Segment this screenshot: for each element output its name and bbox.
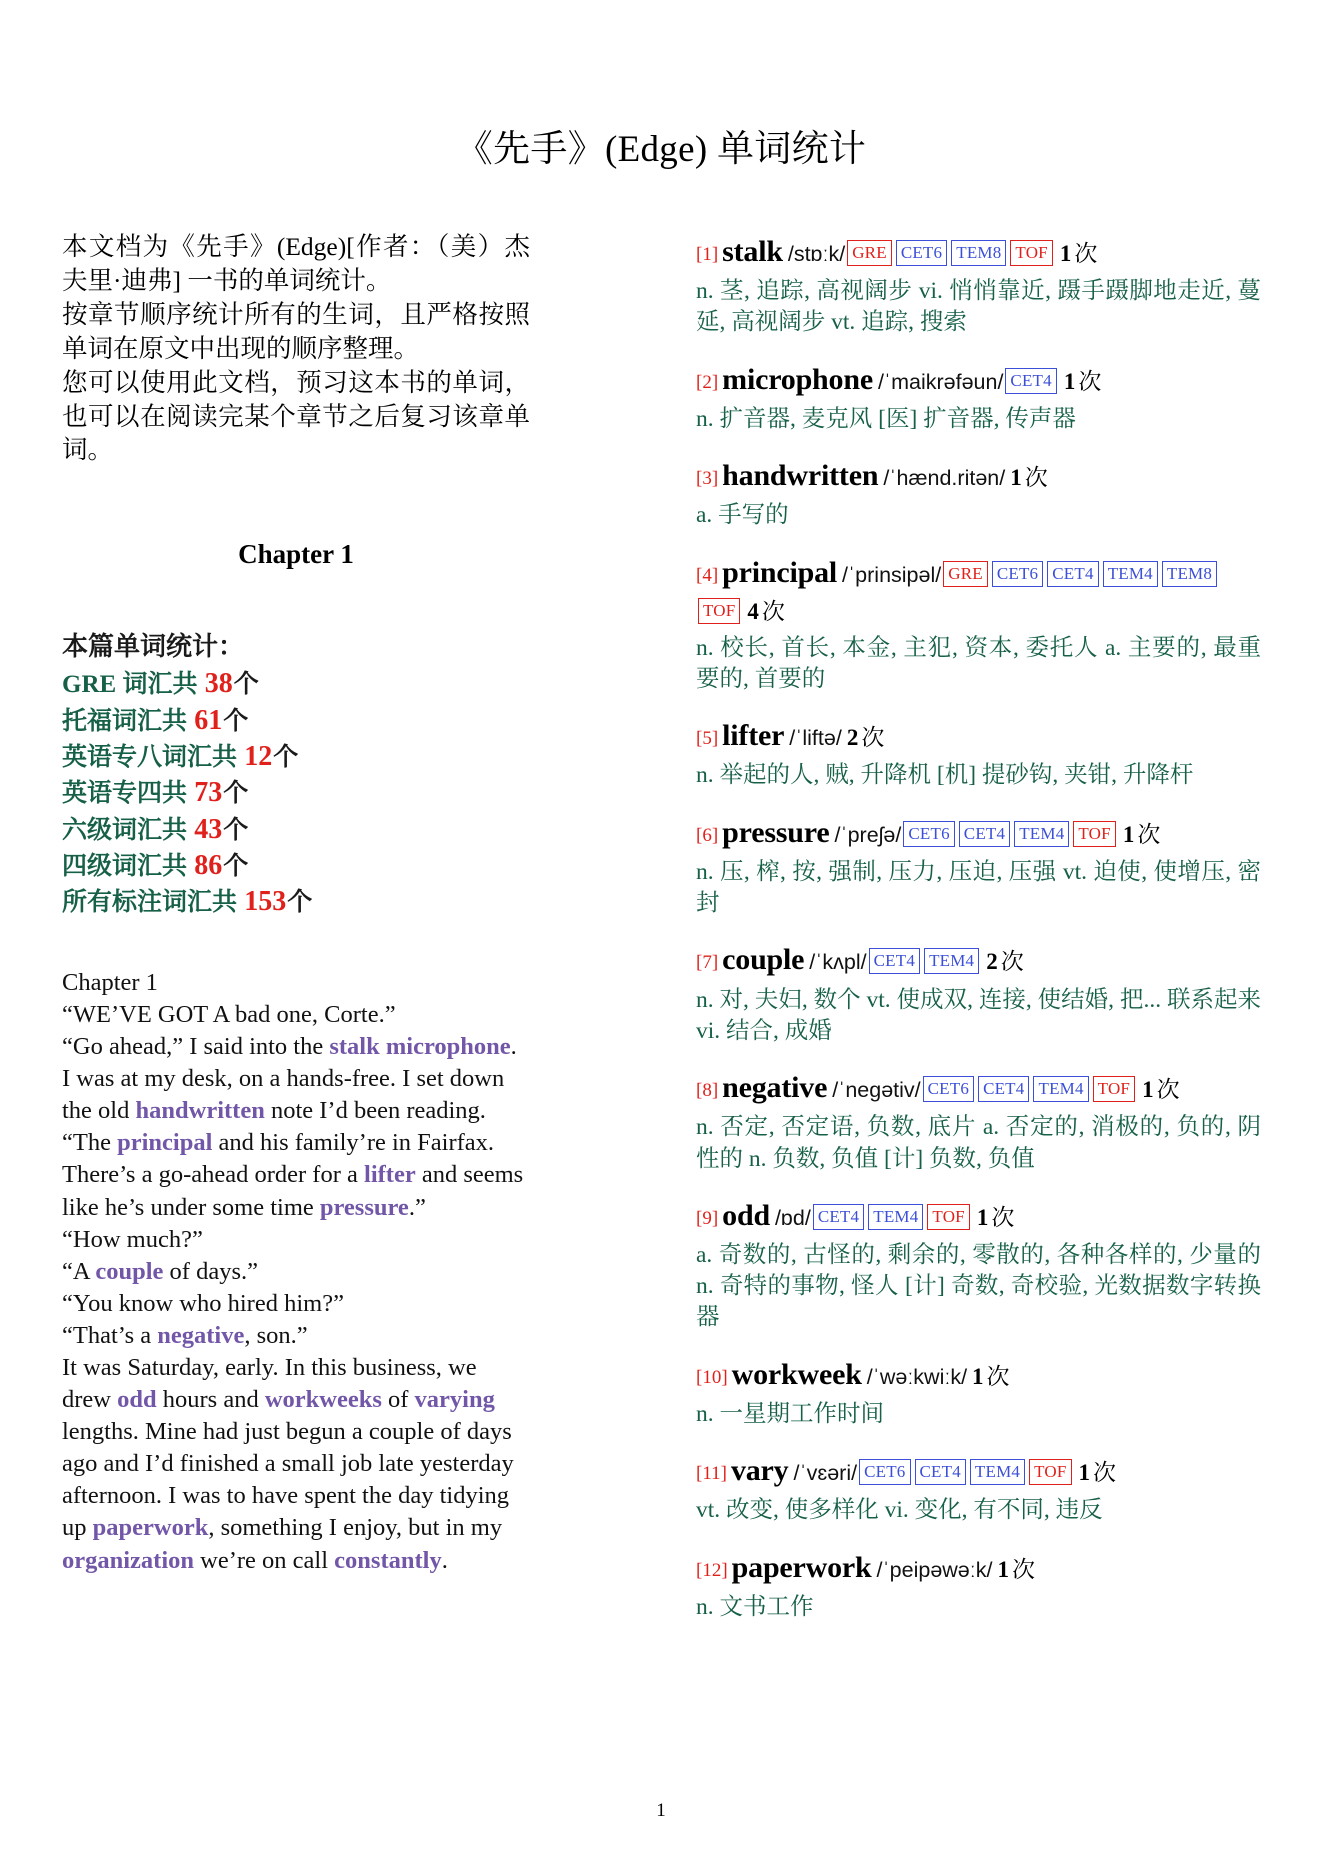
entry-header [696,811,1261,854]
highlighted-word: stalk microphone [329,1033,511,1061]
entry-count-unit: 次 [1156,1077,1180,1103]
stat-unit: 个 [287,889,313,917]
intro-block [62,230,530,467]
highlighted-word: organization [62,1546,195,1574]
entry-word: principal [722,555,838,589]
highlighted-word: odd [117,1386,157,1414]
intro-line-1: 本文档为《先手》(Edge)[作者：（美）杰夫里·迪弗] 一书的单词统计。 [62,232,530,295]
entry-count: 1 [972,1363,984,1389]
passage-line [62,967,530,999]
entry-definition: n. 压, 榨, 按, 强制, 压力, 压迫, 压强 vt. 迫使, 使增压, 密封 [696,858,1261,917]
entry-phonetic: /ˈvɛəri/ [793,1461,858,1486]
passage-plain: It was Saturday, early. In this business, we [62,1354,477,1381]
stat-label: 英语专八词汇共 [62,743,244,771]
entry-phonetic: /stɒːk/ [787,242,846,266]
stat-label: 托福词汇共 [62,707,194,735]
exam-tag-cet4: CET4 [1047,561,1098,587]
passage-plain: Chapter 1 [62,968,158,996]
stat-line [62,848,530,884]
passage-line [62,1320,530,1352]
exam-tag-tof: TOF [1073,821,1115,847]
entry-count-unit: 次 [1078,368,1102,394]
passage-plain: . [510,1033,517,1061]
entry-header [696,1353,1261,1396]
entry-count: 1 [997,1556,1009,1582]
stat-line [62,703,530,739]
passage-plain: and seems [415,1161,524,1189]
entry-index: [3] [696,468,719,490]
passage-line [62,1127,530,1159]
stat-unit: 个 [223,707,249,735]
exam-tag-tof: TOF [1093,1076,1135,1102]
entry-word: microphone [722,362,873,396]
entry-phonetic: /ˈmaikrəfəun/ [877,369,1004,394]
exam-tag-tem4: TEM4 [1014,821,1069,847]
stat-line [62,884,530,920]
entry-phonetic: /ˈhænd.ritən/ [883,466,1006,491]
passage-plain: “How much?” [62,1225,203,1253]
chapter-heading: Chapter 1 [238,539,354,570]
exam-tag-tem8: TEM8 [1162,561,1217,587]
entry-header [696,358,1261,401]
page-number: 1 [656,1800,666,1821]
entry-index: [7] [696,952,719,974]
entry-header [696,454,1261,497]
entry-header [696,551,1261,630]
passage-plain: the old [62,1097,136,1125]
stat-line [62,739,530,775]
passage-plain: .” [408,1193,426,1221]
passage-plain: and his family’re in Fairfax. [212,1129,495,1157]
exam-tag-cet4: CET4 [869,948,920,974]
stat-unit: 个 [223,816,249,844]
entry-header [696,714,1261,757]
stat-line [62,775,530,811]
entry-definition: n. 扩音器, 麦克风 [医] 扩音器, 传声器 [696,405,1076,432]
passage-plain: like he’s under some time [62,1193,320,1221]
passage-plain: . [441,1546,448,1574]
entry-word: couple [722,943,805,977]
entry-index: [6] [696,824,719,846]
entry-count: 1 [976,1204,989,1230]
word-entry [696,1449,1261,1526]
entry-phonetic: /ˈpreʃə/ [834,822,902,847]
highlighted-word: pressure [319,1193,409,1221]
stat-value: 38 [204,668,233,700]
passage-plain: “You know who hired him?” [62,1289,344,1317]
word-entry [696,1546,1261,1623]
entry-definition: n. 否定, 否定语, 负数, 底片 a. 否定的, 消极的, 负的, 阴性的 n. 负数, 负值 [计] 负数, 负值 [696,1114,1261,1172]
entry-word: vary [730,1454,789,1488]
exam-tag-tof: TOF [927,1204,969,1230]
entry-header [696,1449,1261,1492]
exam-tag-tem4: TEM4 [1033,1076,1088,1102]
highlighted-word: varying [414,1386,495,1414]
passage-line [62,1352,530,1384]
stat-label: 六级词汇共 [62,816,194,844]
passage-plain: drew [62,1386,118,1414]
entry-word: stalk [722,235,783,268]
entry-header [696,1066,1261,1109]
passage-line [62,1448,530,1480]
entry-count-unit: 次 [761,598,785,624]
stat-label: 词汇共 [116,671,204,699]
word-entry [696,714,1261,791]
page-title: 《先手》(Edge) 单词统计 [455,129,867,170]
left-column [62,230,530,1577]
stat-line [62,666,530,702]
exam-tag-cet6: CET6 [896,240,947,266]
stat-label: 所有标注词汇共 [62,889,244,917]
entry-definition: a. 奇数的, 古怪的, 剩余的, 零散的, 各种各样的, 少量的 n. 奇特的事物, 怪人 [计] 奇数, 奇校验, 光数据数字转换器 [696,1241,1261,1331]
entry-index: [2] [696,371,719,393]
exam-tag-cet4: CET4 [813,1204,864,1230]
entry-definition: n. 对, 夫妇, 数个 vt. 使成双, 连接, 使结婚, 把... 联系起来 vi. 结合, 成婚 [696,986,1261,1044]
exam-tag-gre: GRE [943,561,988,587]
entry-count-unit: 次 [1024,465,1048,491]
passage-plain: up [62,1514,93,1542]
entry-word: workweek [731,1357,862,1391]
entry-index: [5] [696,728,719,750]
entry-definition: n. 一星期工作时间 [696,1400,884,1427]
entry-index: [10] [696,1366,728,1388]
passage-line [62,1095,530,1127]
entry-phonetic: /ˈliftə/ [789,726,842,751]
stat-line [62,812,530,848]
highlighted-word: principal [117,1129,213,1157]
entry-header [696,1546,1261,1589]
entry-phonetic: /ˈpeipəwəːk/ [876,1557,993,1582]
stats-list [62,666,530,921]
word-entry [696,230,1261,339]
entry-count: 1 [1122,821,1135,847]
word-entry-list [696,230,1261,1642]
passage-plain: ago and I’d finished a small job late yesterday [62,1450,514,1478]
entry-count: 1 [1010,465,1022,491]
entry-index: [8] [696,1080,719,1102]
entry-count-unit: 次 [1011,1556,1035,1582]
passage-text [62,967,530,1577]
entry-phonetic: /ˈprinsipəl/ [842,562,942,587]
entry-word: odd [722,1198,770,1232]
entry-count-unit: 次 [1074,241,1098,266]
stat-value: 86 [194,850,223,882]
entry-phonetic: /ˈwəːkwiːk/ [866,1364,968,1389]
word-entry [696,1066,1261,1175]
passage-plain: “A [62,1257,96,1285]
passage-line [62,999,530,1031]
passage-line [62,1545,530,1577]
passage-plain: “Go ahead,” I said into the [62,1033,330,1061]
exam-tag-tem4: TEM4 [868,1204,923,1230]
word-entry [696,811,1261,920]
passage-plain: lengths. Mine had just begun a couple of days [62,1418,512,1446]
passage-plain: There’s a go-ahead order for a [62,1161,365,1189]
entry-header [696,938,1261,981]
exam-tag-tem4: TEM4 [1103,561,1158,587]
exam-tag-tem4: TEM4 [924,948,979,974]
passage-plain: we’re on call [194,1546,335,1574]
word-entry [696,1353,1261,1430]
highlighted-word: negative [157,1321,245,1349]
stat-unit: 个 [223,780,249,808]
entry-count-unit: 次 [1137,821,1161,847]
word-entry [696,454,1261,531]
word-entry [696,1194,1261,1334]
entry-definition: n. 举起的人, 贼, 升降机 [机] 提砂钩, 夹钳, 升降杆 [696,762,1194,789]
passage-line [62,1384,530,1416]
exam-tag-tof: TOF [1010,240,1052,266]
passage-line [62,1224,530,1256]
highlighted-word: handwritten [135,1097,265,1125]
entry-word: lifter [722,719,785,753]
exam-tag-tof: TOF [698,598,740,624]
stat-label: 英语专四共 [62,780,194,808]
passage-plain: note I’d been reading. [264,1097,486,1125]
passage-plain: of [381,1386,415,1414]
exam-tag-tof: TOF [1029,1459,1071,1485]
entry-word: negative [722,1071,828,1105]
entry-count: 2 [986,949,998,975]
passage-line [62,1480,530,1512]
passage-plain: I was at my desk, on a hands-free. I set down [62,1065,505,1093]
stat-value: 61 [194,704,223,736]
entry-index: [12] [696,1559,728,1581]
highlighted-word: paperwork [92,1514,209,1542]
entry-count-unit: 次 [861,725,885,751]
stat-unit: 个 [273,743,299,771]
passage-plain: hours and [156,1386,265,1414]
entry-index: [4] [696,564,719,586]
exam-tag-cet4: CET4 [978,1076,1029,1102]
passage-plain: of days.” [163,1257,258,1285]
word-entry [696,938,1261,1047]
entry-count: 2 [846,725,859,751]
highlighted-word: workweeks [264,1386,382,1414]
exam-tag-cet4: CET4 [959,821,1010,847]
entry-definition: a. 手写的 [696,502,789,529]
exam-tag-cet6: CET6 [923,1076,974,1102]
stat-value: 73 [194,777,223,809]
stat-value: 43 [194,813,223,845]
entry-word: paperwork [731,1550,872,1584]
entry-phonetic: /ˈkʌpl/ [809,950,867,975]
passage-plain: “The [62,1129,118,1157]
stats-title: 本篇单词统计： [62,632,245,662]
stat-value: 12 [244,740,273,772]
entry-count: 4 [747,598,759,624]
entry-count: 1 [1063,368,1076,394]
exam-tag-gre: GRE [847,240,892,266]
exam-tag-tem4: TEM4 [970,1459,1025,1485]
passage-line [62,1416,530,1448]
passage-line [62,1159,530,1191]
passage-line [62,1512,530,1544]
passage-line [62,1256,530,1288]
entry-count-unit: 次 [1000,949,1024,975]
stats-block [62,630,530,921]
exam-tag-cet4: CET4 [1005,368,1056,394]
exam-tag-cet4: CET4 [915,1459,966,1485]
entry-count-unit: 次 [986,1363,1010,1389]
entry-count: 1 [1142,1077,1154,1103]
stat-value: 153 [244,886,287,918]
passage-plain: , something I enjoy, but in my [208,1514,503,1542]
exam-tag-cet6: CET6 [992,561,1043,587]
highlighted-word: couple [95,1257,164,1285]
entry-phonetic: /ˈnegətiv/ [832,1078,921,1103]
entry-definition: n. 文书工作 [696,1593,814,1620]
exam-tag-cet6: CET6 [903,821,954,847]
word-entry [696,358,1261,435]
stat-unit: 个 [233,671,259,699]
entry-index: [11] [696,1463,727,1485]
entry-count: 1 [1059,241,1072,266]
entry-definition: vt. 改变, 使多样化 vi. 变化, 有不同, 违反 [696,1497,1103,1524]
passage-line [62,1288,530,1320]
passage-plain: , son.” [244,1321,308,1349]
entry-definition: n. 茎, 追踪, 高视阔步 vi. 悄悄靠近, 蹑手蹑脚地走近, 蔓延, 高视阔步 vt. 追踪, 搜索 [696,278,1261,336]
entry-word: handwritten [722,459,879,493]
exam-tag-cet6: CET6 [859,1459,910,1485]
entry-count: 1 [1078,1460,1091,1486]
passage-line [62,1063,530,1095]
exam-tag-tem8: TEM8 [951,240,1006,266]
entry-index: [9] [696,1207,719,1229]
entry-index: [1] [696,244,719,265]
entry-word: pressure [722,815,830,849]
highlighted-word: lifter [364,1161,416,1189]
highlighted-word: constantly [334,1546,442,1574]
stat-label: 四级词汇共 [62,853,194,881]
entry-count-unit: 次 [1093,1460,1117,1486]
passage-line [62,1192,530,1224]
entry-definition: n. 校长, 首长, 本金, 主犯, 资本, 委托人 a. 主要的, 最重要的, 首要的 [696,634,1261,692]
passage-line [62,1031,530,1063]
word-entry [696,551,1261,696]
passage-plain: “That’s a [62,1321,158,1349]
entry-header [696,230,1261,273]
stat-unit: 个 [223,853,249,881]
entry-count-unit: 次 [991,1204,1015,1230]
intro-line-3: 您可以使用此文档，预习这本书的单词，也可以在阅读完某个章节之后复习该章单词。 [62,367,530,465]
entry-phonetic: /ɒd/ [774,1205,811,1230]
passage-plain: “WE’VE GOT A bad one, Corte.” [62,1000,396,1028]
passage-plain: afternoon. I was to have spent the day tidying [62,1482,510,1510]
stat-label-prefix: GRE [62,671,117,699]
intro-line-2: 按章节顺序统计所有的生词，且严格按照单词在原文中出现的顺序整理。 [62,299,530,363]
entry-header [696,1194,1261,1237]
